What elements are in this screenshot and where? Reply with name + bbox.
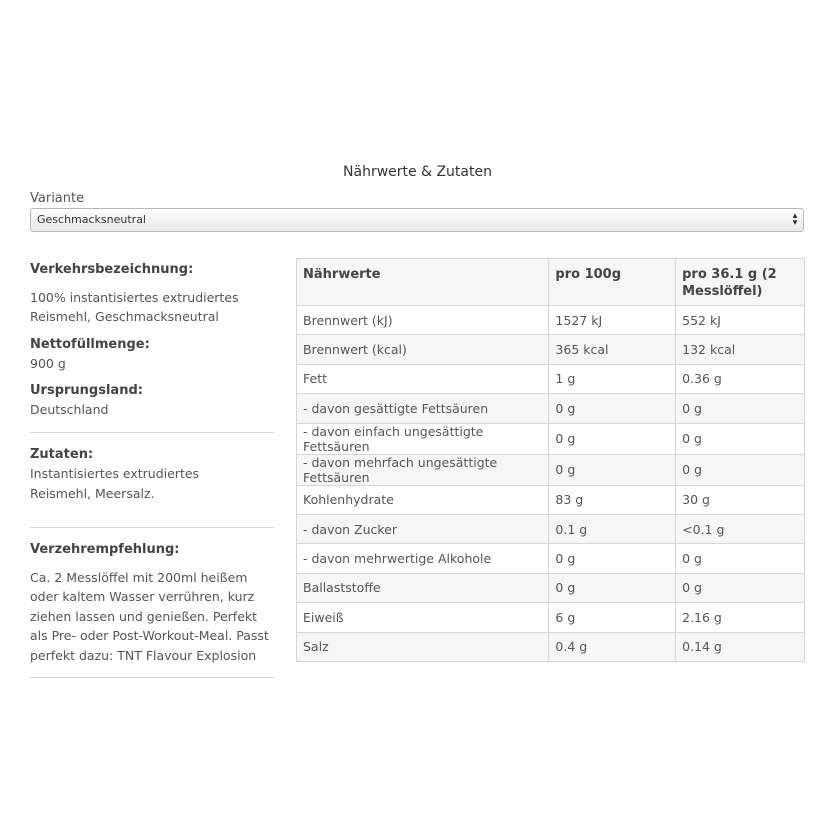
- value-per-serving: 0 g: [676, 454, 805, 485]
- variant-label: Variante: [30, 191, 85, 206]
- value-per-100g: 1 g: [549, 364, 676, 393]
- column-header: pro 36.1 g (2 Messlöffel): [676, 259, 805, 306]
- net-weight-text: 900 g: [30, 356, 66, 371]
- recommendation-title: Verzehrempfehlung:: [30, 542, 180, 557]
- nutrient-name: Salz: [297, 632, 549, 661]
- value-per-100g: 365 kcal: [549, 335, 676, 364]
- table-row: [297, 544, 805, 573]
- value-per-100g: 6 g: [549, 603, 676, 632]
- origin-text: Deutschland: [30, 402, 109, 417]
- nutrient-name: Brennwert (kcal): [297, 335, 549, 364]
- value-per-100g: 83 g: [549, 485, 676, 514]
- section-title: Nährwerte & Zutaten: [343, 164, 492, 180]
- nutrient-name: - davon gesättigte Fettsäuren: [297, 394, 549, 423]
- value-per-100g: 0 g: [549, 423, 676, 454]
- ingredients-block: [30, 433, 274, 504]
- table-row: [297, 423, 805, 454]
- table-row: [297, 573, 805, 602]
- designation-title: Verkehrsbezeichnung:: [30, 262, 194, 277]
- nutrient-name: Eiweiß: [297, 603, 549, 632]
- nutrient-name: Brennwert (kJ): [297, 306, 549, 335]
- value-per-100g: 1527 kJ: [549, 306, 676, 335]
- value-per-serving: 0 g: [676, 544, 805, 573]
- table-row: [297, 514, 805, 543]
- recommendation-text: Ca. 2 Messlöffel mit 200ml heißem oder kaltem Wasser verrühren, kurz ziehen lassen und genießen. Perfekt als Pre- oder Post-Workout-Meal. Passt perfekt dazu: TNT Flavour Explosion: [30, 569, 269, 663]
- value-per-100g: 0.4 g: [549, 632, 676, 661]
- nutrient-name: Ballaststoffe: [297, 573, 549, 602]
- net-weight-title: Nettofüllmenge:: [30, 336, 150, 352]
- table-row: [297, 632, 805, 661]
- table-row: [297, 335, 805, 364]
- value-per-100g: 0.1 g: [549, 514, 676, 543]
- designation-text: 100% instantisiertes extrudiertes Reismehl, Geschmacksneutral: [30, 289, 239, 324]
- recommendation-block: [30, 528, 274, 665]
- table-row: [297, 306, 805, 335]
- column-header: Nährwerte: [297, 259, 549, 306]
- nutrient-name: Fett: [297, 364, 549, 393]
- value-per-serving: 0.14 g: [676, 632, 805, 661]
- nutrient-name: - davon mehrwertige Alkohole: [297, 544, 549, 573]
- ingredients-text: Instantisiertes extrudiertes Reismehl, Meersalz.: [30, 466, 200, 501]
- nutrient-name: - davon einfach ungesättigte Fettsäuren: [297, 423, 549, 454]
- table-row: [297, 485, 805, 514]
- nutrient-name: - davon mehrfach ungesättigte Fettsäuren: [297, 454, 549, 485]
- ingredients-title: Zutaten:: [30, 446, 94, 462]
- table-header-row: [297, 259, 805, 306]
- table-row: [297, 394, 805, 423]
- value-per-100g: 0 g: [549, 394, 676, 423]
- table-row: [297, 454, 805, 485]
- value-per-100g: 0 g: [549, 454, 676, 485]
- value-per-serving: 2.16 g: [676, 603, 805, 632]
- origin-title: Ursprungsland:: [30, 382, 143, 398]
- value-per-serving: 132 kcal: [676, 335, 805, 364]
- value-per-serving: 0 g: [676, 423, 805, 454]
- divider: [30, 677, 274, 678]
- designation-block: [30, 258, 274, 420]
- value-per-serving: 0 g: [676, 573, 805, 602]
- value-per-serving: <0.1 g: [676, 514, 805, 543]
- value-per-100g: 0 g: [549, 573, 676, 602]
- table-row: [297, 364, 805, 393]
- table-row: [297, 603, 805, 632]
- value-per-serving: 0.36 g: [676, 364, 805, 393]
- value-per-100g: 0 g: [549, 544, 676, 573]
- variant-selected-value: Geschmacksneutral: [37, 213, 146, 226]
- product-info: [30, 258, 274, 678]
- nutrient-name: Kohlenhydrate: [297, 485, 549, 514]
- column-header: pro 100g: [549, 259, 676, 306]
- nutrient-name: - davon Zucker: [297, 514, 549, 543]
- nutrition-table: [296, 258, 805, 662]
- value-per-serving: 552 kJ: [676, 306, 805, 335]
- value-per-serving: 0 g: [676, 394, 805, 423]
- variant-select[interactable]: [30, 208, 804, 232]
- select-updown-icon: ▴▾: [790, 211, 800, 225]
- value-per-serving: 30 g: [676, 485, 805, 514]
